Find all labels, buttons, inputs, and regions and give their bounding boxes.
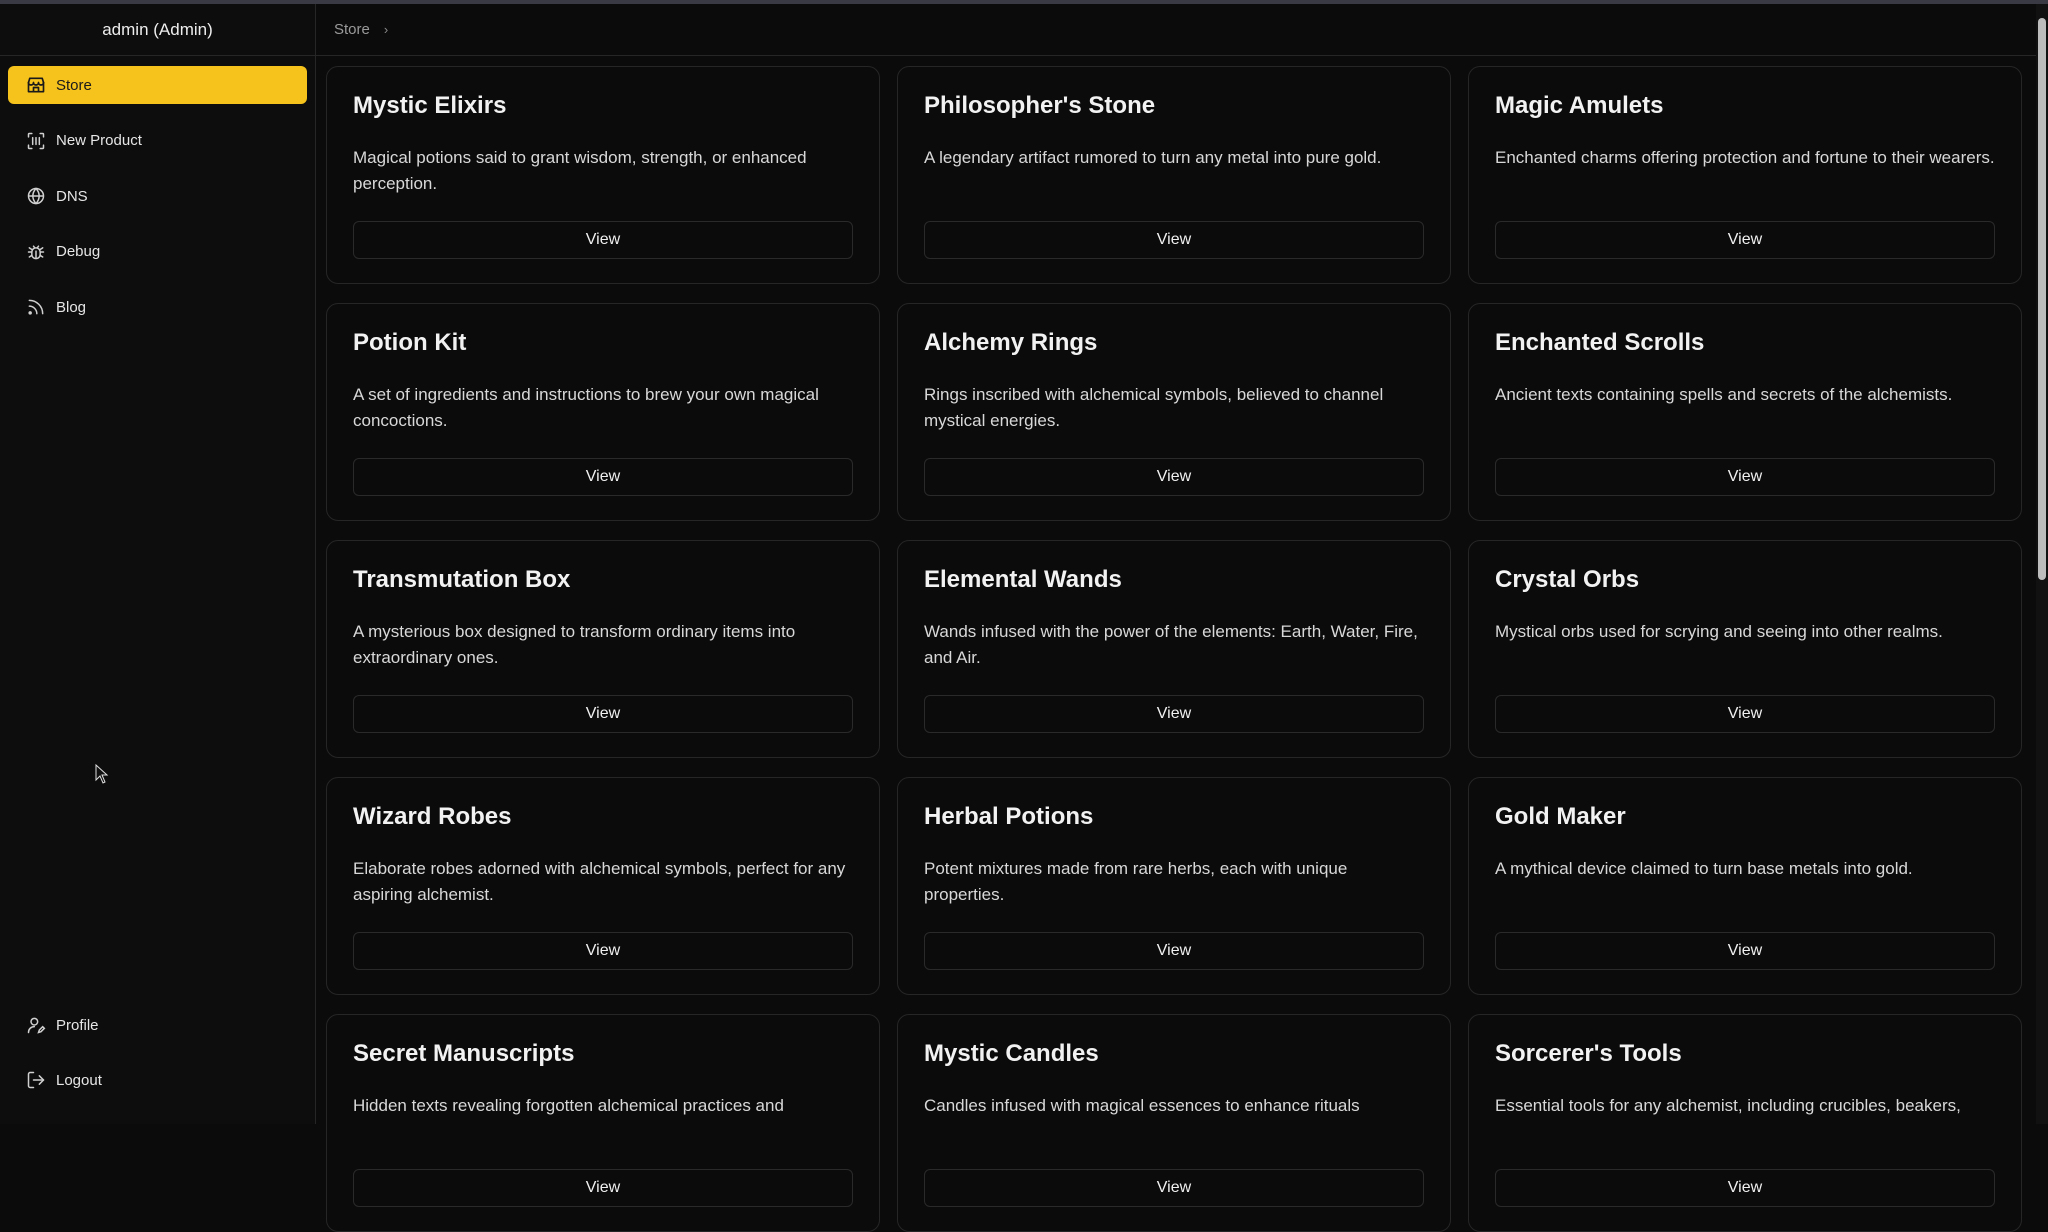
product-description: Elaborate robes adorned with alchemical symbols, perfect for any aspiring alchemist. xyxy=(353,859,846,904)
product-title: Alchemy Rings xyxy=(924,329,1098,356)
globe-icon xyxy=(26,186,46,206)
product-title: Mystic Elixirs xyxy=(353,92,507,119)
main-content xyxy=(316,4,2048,1196)
sidebar-item-new-product[interactable] xyxy=(8,122,307,160)
product-card xyxy=(1468,777,2022,995)
sidebar-item-label: Debug xyxy=(56,243,101,260)
view-button[interactable]: View xyxy=(924,932,1424,970)
breadcrumb-item-store[interactable]: Store xyxy=(334,21,370,38)
product-title: Mystic Candles xyxy=(924,1040,1099,1067)
view-button[interactable]: View xyxy=(353,458,853,496)
product-card xyxy=(897,540,1451,758)
product-title: Herbal Potions xyxy=(924,803,1094,830)
view-button[interactable]: View xyxy=(1495,695,1995,733)
product-card xyxy=(1468,1014,2022,1232)
mouse-cursor-icon xyxy=(95,764,109,784)
view-button[interactable]: View xyxy=(1495,221,1995,259)
product-description: Candles infused with magical essences to enhance rituals xyxy=(924,1096,1360,1115)
product-card xyxy=(897,303,1451,521)
product-description: Ancient texts containing spells and secrets of the alchemists. xyxy=(1495,385,1953,404)
product-title: Enchanted Scrolls xyxy=(1495,329,1705,356)
view-button[interactable]: View xyxy=(1495,932,1995,970)
sidebar-item-label: New Product xyxy=(56,132,142,149)
user-header: admin (Admin) xyxy=(0,4,315,56)
view-button[interactable]: View xyxy=(1495,458,1995,496)
product-card xyxy=(1468,540,2022,758)
scrollbar-thumb[interactable] xyxy=(2038,18,2046,580)
product-grid xyxy=(326,66,2022,1232)
product-description: A legendary artifact rumored to turn any metal into pure gold. xyxy=(924,148,1382,167)
product-description: Essential tools for any alchemist, including crucibles, beakers, xyxy=(1495,1096,1961,1115)
product-card xyxy=(326,303,880,521)
product-description: A mysterious box designed to transform ordinary items into extraordinary ones. xyxy=(353,622,796,667)
product-title: Transmutation Box xyxy=(353,566,571,593)
product-title: Elemental Wands xyxy=(924,566,1122,593)
rss-icon xyxy=(26,297,46,317)
view-button[interactable]: View xyxy=(924,695,1424,733)
store-icon xyxy=(26,75,46,95)
sidebar-item-logout[interactable] xyxy=(8,1061,307,1099)
sidebar-item-label: Logout xyxy=(56,1071,102,1089)
product-description: Magical potions said to grant wisdom, strength, or enhanced perception. xyxy=(353,148,807,193)
product-title: Sorcerer's Tools xyxy=(1495,1040,1682,1067)
sidebar-item-profile[interactable] xyxy=(8,1006,307,1044)
product-title: Crystal Orbs xyxy=(1495,566,1640,593)
product-description: Potent mixtures made from rare herbs, each with unique properties. xyxy=(924,859,1348,904)
product-card xyxy=(897,66,1451,284)
sidebar-nav xyxy=(0,56,315,354)
product-title: Philosopher's Stone xyxy=(924,92,1156,119)
chevron-right-icon: › xyxy=(383,22,389,37)
user-icon xyxy=(26,1015,46,1035)
product-description: Mystical orbs used for scrying and seeing into other realms. xyxy=(1495,622,1943,641)
product-card xyxy=(326,540,880,758)
product-card xyxy=(897,777,1451,995)
product-card xyxy=(326,777,880,995)
product-title: Wizard Robes xyxy=(353,803,512,830)
view-button[interactable]: View xyxy=(353,695,853,733)
sidebar-item-store[interactable] xyxy=(8,66,307,104)
bug-icon xyxy=(26,242,46,262)
product-card xyxy=(326,1014,880,1232)
sidebar-item-blog[interactable] xyxy=(8,288,307,326)
view-button[interactable]: View xyxy=(924,1169,1424,1207)
product-title: Gold Maker xyxy=(1495,803,1626,830)
product-card xyxy=(326,66,880,284)
sidebar-item-debug[interactable] xyxy=(8,233,307,271)
new-product-icon xyxy=(26,131,46,151)
product-title: Secret Manuscripts xyxy=(353,1040,575,1067)
product-title: Potion Kit xyxy=(353,329,467,356)
view-button[interactable]: View xyxy=(924,221,1424,259)
sidebar-item-label: Store xyxy=(56,76,92,94)
product-description: Enchanted charms offering protection and fortune to their wearers. xyxy=(1495,148,1995,167)
scrollbar[interactable] xyxy=(2036,4,2048,1124)
product-description: Hidden texts revealing forgotten alchemical practices and xyxy=(353,1096,784,1115)
sidebar xyxy=(0,4,316,1124)
product-description: A set of ingredients and instructions to brew your own magical concoctions. xyxy=(353,385,819,430)
product-card xyxy=(1468,66,2022,284)
sidebar-bottom-nav xyxy=(8,1006,307,1116)
breadcrumb xyxy=(316,4,2048,56)
product-description: A mythical device claimed to turn base metals into gold. xyxy=(1495,859,1913,878)
app-root xyxy=(0,4,2048,1196)
product-card xyxy=(897,1014,1451,1232)
view-button[interactable]: View xyxy=(924,458,1424,496)
sidebar-item-label: Profile xyxy=(56,1016,99,1034)
sidebar-item-dns[interactable] xyxy=(8,177,307,215)
view-button[interactable]: View xyxy=(353,1169,853,1207)
product-title: Magic Amulets xyxy=(1495,92,1664,119)
product-description: Rings inscribed with alchemical symbols, believed to channel mystical energies. xyxy=(924,385,1384,430)
view-button[interactable]: View xyxy=(353,221,853,259)
view-button[interactable]: View xyxy=(1495,1169,1995,1207)
product-description: Wands infused with the power of the elements: Earth, Water, Fire, and Air. xyxy=(924,622,1418,667)
sidebar-item-label: DNS xyxy=(56,187,88,205)
view-button[interactable]: View xyxy=(353,932,853,970)
logout-icon xyxy=(26,1070,46,1090)
product-card xyxy=(1468,303,2022,521)
sidebar-item-label: Blog xyxy=(56,298,87,316)
